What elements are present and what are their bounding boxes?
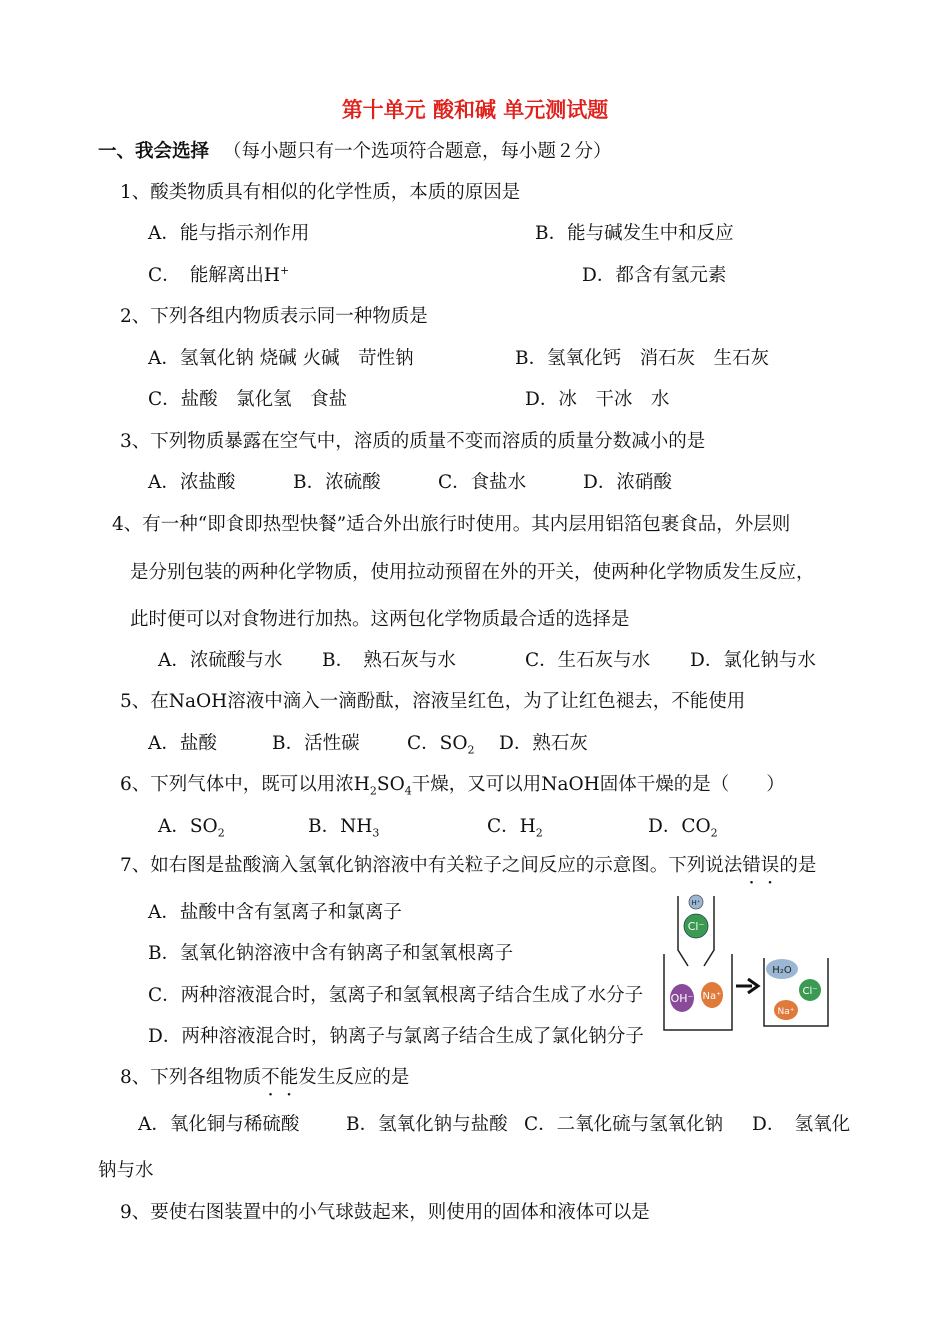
q8-option-a: A．氧化铜与稀硫酸 <box>138 1114 300 1135</box>
oh-ion-label: OH⁻ <box>670 992 694 1005</box>
q2-option-c: C．盐酸 氯化氢 食盐 <box>148 389 348 410</box>
q1-stem: 1、酸类物质具有相似的化学性质，本质的原因是 <box>120 182 521 203</box>
q5-option-b: B．活性碳 <box>272 733 360 754</box>
q8-stem-part2: 发生反应的是 <box>298 1067 410 1088</box>
q6-option-c-sub: 2 <box>535 826 543 840</box>
q8-option-d-continued: 钠与水 <box>98 1160 154 1181</box>
page-title: 第十单元 酸和碱 单元测试题 <box>341 98 609 122</box>
q8-stem-part1: 8、下列各组物质 <box>120 1067 262 1088</box>
q4-option-c: C．生石灰与水 <box>525 650 651 671</box>
q8-stem <box>120 1066 409 1090</box>
q6-option-d <box>648 815 718 839</box>
q5-option-a: A．盐酸 <box>148 733 217 754</box>
q2-stem: 2、下列各组内物质表示同一种物质是 <box>120 306 428 327</box>
q7-stem-emph1: 错 <box>742 855 761 876</box>
q8-stem-emph2: 能 <box>279 1067 299 1088</box>
q6-option-c-text: C．H <box>487 816 536 837</box>
na-ion-label: Na⁺ <box>702 991 722 1002</box>
q1-option-d: D．都含有氢元素 <box>582 265 727 286</box>
q1-option-c-sup: + <box>280 263 290 277</box>
q4-option-b: B． 熟石灰与水 <box>322 650 456 671</box>
q6-stem-sub1: 2 <box>369 784 377 798</box>
q5-option-c-sub: 2 <box>467 743 475 757</box>
q1-option-c-text: C． 能解离出H <box>148 265 281 286</box>
q4-stem-line3: 此时便可以对食物进行加热。这两包化学物质最合适的选择是 <box>130 609 630 630</box>
q8-stem-emph1: 不 <box>261 1067 280 1088</box>
q7-option-d: D．两种溶液混合时，钠离子与氯离子结合生成了氯化钠分子 <box>148 1026 644 1047</box>
q6-option-c <box>487 815 543 839</box>
q7-stem-part2: 的是 <box>779 855 817 876</box>
cl-ion-label: Cl⁻ <box>687 920 705 933</box>
q6-option-a <box>158 815 225 839</box>
q4-option-a: A．浓硫酸与水 <box>158 650 283 671</box>
q1-option-c <box>148 264 289 288</box>
q5-option-c-text: C．SO <box>407 733 468 754</box>
q7-option-c: C．两种溶液混合时，氢离子和氢氧根离子结合生成了水分子 <box>148 985 644 1006</box>
q2-option-b: B．氢氧化钙 消石灰 生石灰 <box>515 348 770 369</box>
q3-option-b: B．浓硫酸 <box>293 472 381 493</box>
na-ion-label-after: Na⁺ <box>777 1007 795 1017</box>
q5-stem: 5、在NaOH溶液中滴入一滴酚酞，溶液呈红色，为了让红色褪去，不能使用 <box>120 691 746 712</box>
q6-option-b-sub: 3 <box>372 826 380 840</box>
q8-option-b: B．氢氧化钠与盐酸 <box>346 1114 508 1135</box>
cl-ion-label-after: Cl⁻ <box>802 986 818 997</box>
q1-option-b: B．能与碱发生中和反应 <box>535 223 734 244</box>
q1-option-a: A．能与指示剂作用 <box>148 223 310 244</box>
q4-stem-line2: 是分别包装的两种化学物质，使用拉动预留在外的开关，使两种化学物质发生反应， <box>130 562 815 583</box>
q9-stem: 9、要使右图装置中的小气球鼓起来，则使用的固体和液体可以是 <box>120 1202 650 1223</box>
q6-option-d-sub: 2 <box>710 826 718 840</box>
q7-stem-emph2: 误 <box>760 855 780 876</box>
section-note: （每小题只有一个选项符合题意，每小题２分） <box>223 141 612 162</box>
q6-stem-part3: 干燥，又可以用NaOH固体干燥的是（ ） <box>411 774 785 795</box>
q8-option-d: D． 氢氧化 <box>752 1114 851 1135</box>
q6-stem-part1: 6、下列气体中，既可以用浓H <box>120 774 370 795</box>
q2-option-d: D．冰 干冰 水 <box>525 389 670 410</box>
q7-reaction-diagram <box>660 888 845 1038</box>
q4-option-d: D．氯化钠与水 <box>690 650 816 671</box>
q6-stem <box>120 773 785 797</box>
q3-stem: 3、下列物质暴露在空气中，溶质的质量不变而溶质的质量分数减小的是 <box>120 431 706 452</box>
water-molecule-label: H₂O <box>772 965 792 976</box>
q6-stem-part2: SO <box>376 774 405 795</box>
h-ion-label: H⁺ <box>691 899 701 907</box>
q7-option-b: B．氢氧化钠溶液中含有钠离子和氢氧根离子 <box>148 943 514 964</box>
q6-option-a-text: A．SO <box>158 816 218 837</box>
q2-option-a: A．氢氧化钠 烧碱 火碱 苛性钠 <box>148 348 414 369</box>
q4-stem-line1: 4、有一种“即食即热型快餐”适合外出旅行时使用。其内层用铝箔包裹食品，外层则 <box>112 514 791 535</box>
q5-option-d: D．熟石灰 <box>499 733 588 754</box>
q6-option-b <box>308 815 379 839</box>
q3-option-d: D．浓硝酸 <box>583 472 672 493</box>
q6-stem-sub2: 4 <box>404 784 412 798</box>
q3-option-c: C．食盐水 <box>438 472 527 493</box>
q6-option-a-sub: 2 <box>217 826 225 840</box>
q7-option-a: A．盐酸中含有氢离子和氯离子 <box>148 902 402 923</box>
q6-option-d-text: D．CO <box>648 816 711 837</box>
section-heading-label: 一、我会选择 <box>98 141 210 162</box>
section-heading <box>98 140 612 164</box>
q7-stem <box>120 854 816 878</box>
q5-option-c <box>407 732 475 756</box>
q7-stem-part1: 7、如右图是盐酸滴入氢氧化钠溶液中有关粒子之间反应的示意图。下列说法 <box>120 855 743 876</box>
q8-option-c: C．二氧化硫与氢氧化钠 <box>524 1114 724 1135</box>
q3-option-a: A．浓盐酸 <box>148 472 236 493</box>
q6-option-b-text: B．NH <box>308 816 373 837</box>
